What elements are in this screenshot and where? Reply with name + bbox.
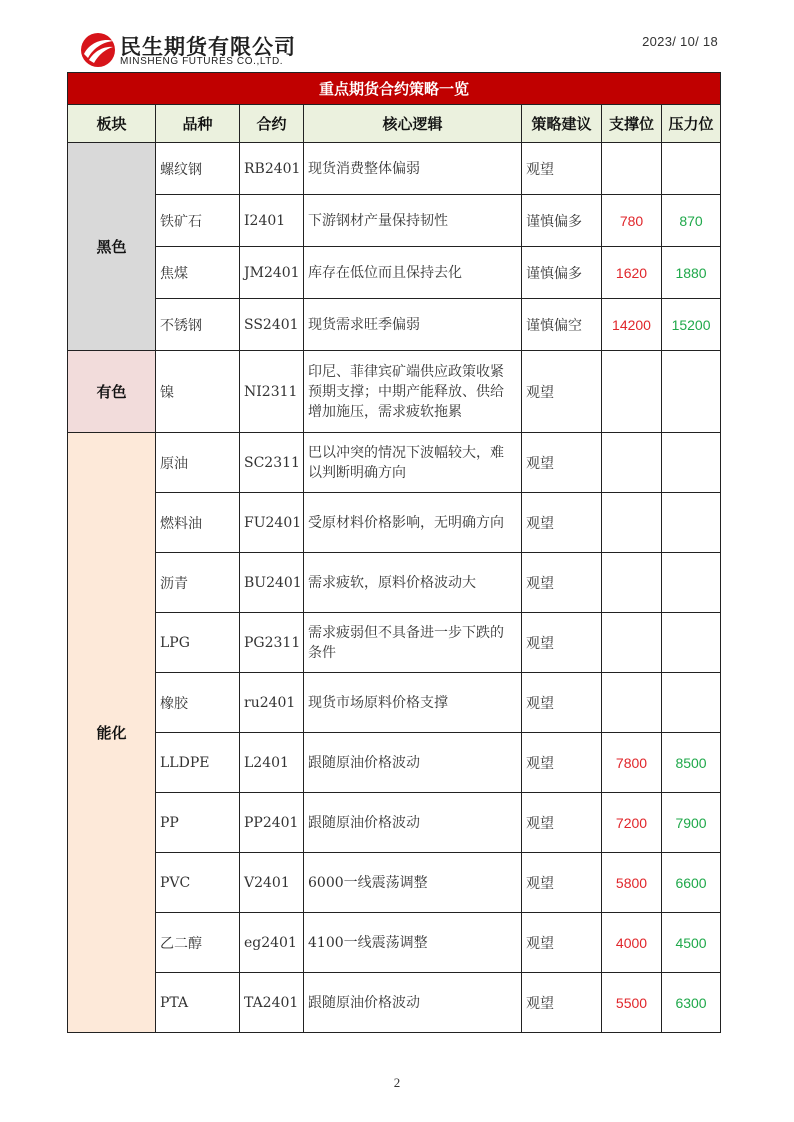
- table-row: [68, 973, 721, 1033]
- resistance-cell: [662, 613, 721, 673]
- logic-cell: 现货需求旺季偏弱: [304, 299, 522, 351]
- strategy-cell: 观望: [522, 973, 602, 1033]
- table-row: [68, 143, 721, 195]
- resistance-cell: 7900: [662, 793, 721, 853]
- logic-cell: 需求疲弱但不具备进一步下跌的条件: [304, 613, 522, 673]
- logic-cell: 6000一线震荡调整: [304, 853, 522, 913]
- support-cell: 4000: [602, 913, 662, 973]
- table-row: [68, 733, 721, 793]
- logic-cell: 4100一线震荡调整: [304, 913, 522, 973]
- column-header-resistance: 压力位: [662, 105, 721, 143]
- variety-cell: LLDPE: [156, 733, 240, 793]
- strategy-cell: 观望: [522, 913, 602, 973]
- support-cell: [602, 673, 662, 733]
- table-row: [68, 247, 721, 299]
- table-row: [68, 853, 721, 913]
- variety-cell: 焦煤: [156, 247, 240, 299]
- variety-cell: 沥青: [156, 553, 240, 613]
- variety-cell: LPG: [156, 613, 240, 673]
- table-row: [68, 493, 721, 553]
- strategy-table: [67, 72, 721, 1033]
- resistance-cell: 6600: [662, 853, 721, 913]
- resistance-cell: [662, 493, 721, 553]
- contract-cell: I2401: [240, 195, 304, 247]
- resistance-cell: 6300: [662, 973, 721, 1033]
- support-cell: [602, 493, 662, 553]
- contract-cell: NI2311: [240, 351, 304, 433]
- support-cell: 780: [602, 195, 662, 247]
- support-cell: 7200: [602, 793, 662, 853]
- resistance-cell: [662, 433, 721, 493]
- contract-cell: TA2401: [240, 973, 304, 1033]
- variety-cell: PP: [156, 793, 240, 853]
- resistance-cell: 15200: [662, 299, 721, 351]
- column-header-variety: 品种: [156, 105, 240, 143]
- variety-cell: 燃料油: [156, 493, 240, 553]
- support-cell: 5800: [602, 853, 662, 913]
- strategy-cell: 观望: [522, 793, 602, 853]
- logic-cell: 现货消费整体偏弱: [304, 143, 522, 195]
- variety-cell: 橡胶: [156, 673, 240, 733]
- contract-cell: SS2401: [240, 299, 304, 351]
- logic-cell: 下游钢材产量保持韧性: [304, 195, 522, 247]
- table-row: [68, 433, 721, 493]
- column-header-contract: 合约: [240, 105, 304, 143]
- support-cell: [602, 351, 662, 433]
- strategy-cell: 观望: [522, 493, 602, 553]
- contract-cell: PG2311: [240, 613, 304, 673]
- table-row: [68, 351, 721, 433]
- variety-cell: PVC: [156, 853, 240, 913]
- support-cell: 5500: [602, 973, 662, 1033]
- logic-cell: 受原材料价格影响，无明确方向: [304, 493, 522, 553]
- strategy-cell: 观望: [522, 673, 602, 733]
- strategy-cell: 谨慎偏多: [522, 247, 602, 299]
- table-header-row: [68, 105, 721, 143]
- table-row: [68, 673, 721, 733]
- contract-cell: JM2401: [240, 247, 304, 299]
- strategy-cell: 观望: [522, 853, 602, 913]
- logic-cell: 库存在低位而且保持去化: [304, 247, 522, 299]
- support-cell: 7800: [602, 733, 662, 793]
- page-header: [0, 0, 794, 72]
- logic-cell: 现货市场原料价格支撑: [304, 673, 522, 733]
- sector-energy-chemical: 能化: [68, 433, 156, 1033]
- contract-cell: L2401: [240, 733, 304, 793]
- column-header-support: 支撑位: [602, 105, 662, 143]
- variety-cell: PTA: [156, 973, 240, 1033]
- contract-cell: RB2401: [240, 143, 304, 195]
- table-row: [68, 913, 721, 973]
- logic-cell: 跟随原油价格波动: [304, 793, 522, 853]
- resistance-cell: 8500: [662, 733, 721, 793]
- contract-cell: SC2311: [240, 433, 304, 493]
- report-date: 2023/ 10/ 18: [642, 34, 718, 49]
- table-row: [68, 553, 721, 613]
- support-cell: [602, 553, 662, 613]
- strategy-cell: 观望: [522, 143, 602, 195]
- column-header-logic: 核心逻辑: [304, 105, 522, 143]
- contract-cell: V2401: [240, 853, 304, 913]
- company-name-cn: 民生期货有限公司: [120, 35, 296, 59]
- resistance-cell: 1880: [662, 247, 721, 299]
- resistance-cell: 870: [662, 195, 721, 247]
- resistance-cell: [662, 143, 721, 195]
- strategy-cell: 观望: [522, 553, 602, 613]
- logic-cell: 印尼、菲律宾矿端供应政策收紧预期支撑；中期产能释放、供给增加施压，需求疲软拖累: [304, 351, 522, 433]
- strategy-cell: 观望: [522, 433, 602, 493]
- strategy-cell: 谨慎偏多: [522, 195, 602, 247]
- support-cell: 14200: [602, 299, 662, 351]
- contract-cell: BU2401: [240, 553, 304, 613]
- strategy-cell: 观望: [522, 351, 602, 433]
- page-number: 2: [393, 1075, 401, 1090]
- table-row: [68, 195, 721, 247]
- contract-cell: ru2401: [240, 673, 304, 733]
- resistance-cell: [662, 351, 721, 433]
- sector-nonferrous: 有色: [68, 351, 156, 433]
- support-cell: 1620: [602, 247, 662, 299]
- resistance-cell: [662, 673, 721, 733]
- strategy-cell: 谨慎偏空: [522, 299, 602, 351]
- logic-cell: 跟随原油价格波动: [304, 733, 522, 793]
- variety-cell: 镍: [156, 351, 240, 433]
- table-row: [68, 793, 721, 853]
- logic-cell: 巴以冲突的情况下波幅较大，难以判断明确方向: [304, 433, 522, 493]
- contract-cell: FU2401: [240, 493, 304, 553]
- contract-cell: eg2401: [240, 913, 304, 973]
- strategy-cell: 观望: [522, 613, 602, 673]
- resistance-cell: 4500: [662, 913, 721, 973]
- resistance-cell: [662, 553, 721, 613]
- logic-cell: 需求疲软，原料价格波动大: [304, 553, 522, 613]
- support-cell: [602, 433, 662, 493]
- variety-cell: 螺纹钢: [156, 143, 240, 195]
- minsheng-logo-icon: [80, 32, 116, 68]
- table-title: 重点期货合约策略一览: [68, 73, 721, 105]
- column-header-sector: 板块: [68, 105, 156, 143]
- variety-cell: 铁矿石: [156, 195, 240, 247]
- variety-cell: 不锈钢: [156, 299, 240, 351]
- logic-cell: 跟随原油价格波动: [304, 973, 522, 1033]
- strategy-cell: 观望: [522, 733, 602, 793]
- support-cell: [602, 613, 662, 673]
- column-header-strategy: 策略建议: [522, 105, 602, 143]
- variety-cell: 原油: [156, 433, 240, 493]
- table-row: [68, 299, 721, 351]
- sector-black: 黑色: [68, 143, 156, 351]
- table-row: [68, 613, 721, 673]
- table-body: [68, 143, 721, 1033]
- support-cell: [602, 143, 662, 195]
- contract-cell: PP2401: [240, 793, 304, 853]
- variety-cell: 乙二醇: [156, 913, 240, 973]
- company-name-en: MINSHENG FUTURES CO.,LTD.: [120, 56, 284, 67]
